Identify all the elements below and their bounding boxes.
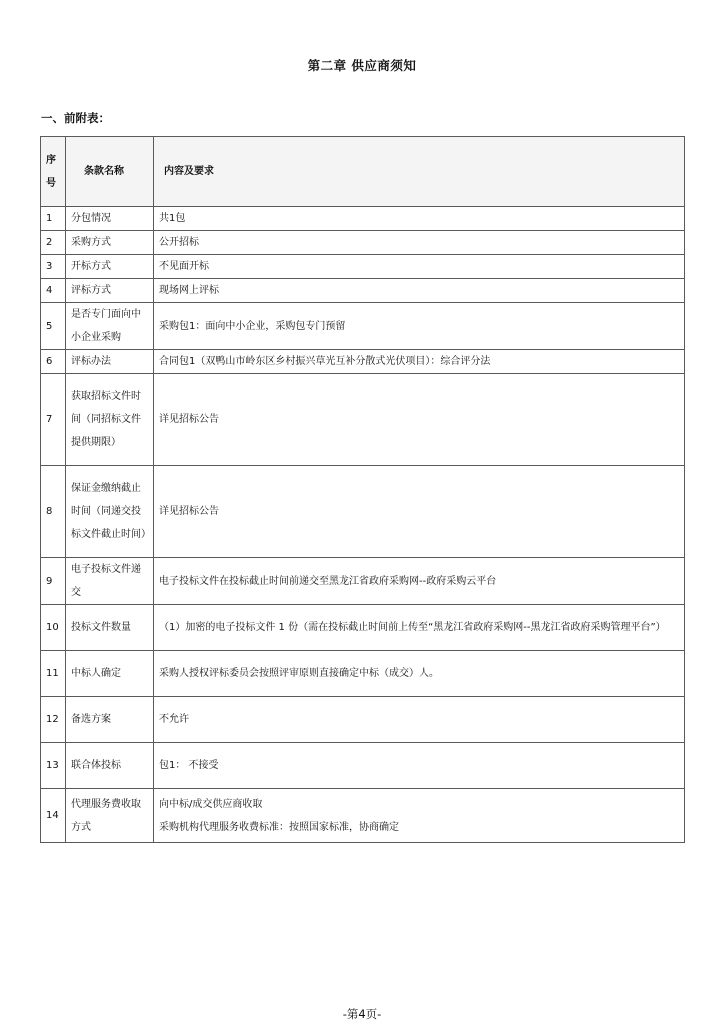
row-number: 2 (41, 231, 66, 255)
table-row (41, 374, 685, 466)
clause-name: 评标方式 (66, 279, 154, 303)
content-line: 公开招标 (159, 237, 199, 248)
header-name: 条款名称 (66, 137, 154, 207)
content-line: 现场网上评标 (159, 285, 219, 296)
table-row (41, 350, 685, 374)
table-row (41, 789, 685, 843)
clause-content (154, 558, 685, 605)
row-number: 9 (41, 558, 66, 605)
content-line: 电子投标文件在投标截止时间前递交至黑龙江省政府采购网--政府采购云平台 (159, 575, 497, 587)
row-number: 3 (41, 255, 66, 279)
row-number: 10 (41, 605, 66, 651)
clause-content (154, 697, 685, 743)
clause-table (40, 136, 685, 843)
clause-name: 开标方式 (66, 255, 154, 279)
clause-name: 中标人确定 (66, 651, 154, 697)
clause-content (154, 255, 685, 279)
row-number: 7 (41, 374, 66, 466)
table-row (41, 697, 685, 743)
content-line: 详见招标公告 (159, 506, 219, 517)
content-line: （1）加密的电子投标文件 1 份（需在投标截止时间前上传至“黑龙江省政府采购网--黑龙江省政府采购管理平台”） (159, 622, 666, 633)
table-row (41, 231, 685, 255)
clause-name: 投标文件数量 (66, 605, 154, 651)
clause-content (154, 231, 685, 255)
row-number: 12 (41, 697, 66, 743)
content-line: 不见面开标 (159, 261, 209, 272)
row-number: 5 (41, 303, 66, 350)
section-title: 一、前附表： (41, 111, 110, 125)
content-line: 采购机构代理服务收费标准：按照国家标准，协商确定 (159, 821, 399, 833)
clause-content (154, 743, 685, 789)
table-row (41, 255, 685, 279)
clause-content (154, 350, 685, 374)
row-number: 11 (41, 651, 66, 697)
clause-name: 分包情况 (66, 207, 154, 231)
clause-content (154, 303, 685, 350)
content-line: 共1包 (159, 213, 186, 224)
table-row (41, 466, 685, 558)
clause-content (154, 466, 685, 558)
table-row (41, 207, 685, 231)
row-number: 1 (41, 207, 66, 231)
clause-name: 联合体投标 (66, 743, 154, 789)
page-number: -第4页- (342, 1007, 382, 1021)
page-title: 第二章 供应商须知 (307, 58, 417, 73)
header-content: 内容及要求 (154, 137, 685, 207)
content-line: 采购人授权评标委员会按照评审原则直接确定中标（成交）人。 (159, 668, 439, 679)
table-row (41, 303, 685, 350)
clause-content (154, 374, 685, 466)
content-line: 详见招标公告 (159, 414, 219, 425)
clause-content (154, 651, 685, 697)
table-header-row (41, 137, 685, 207)
row-number: 8 (41, 466, 66, 558)
clause-name: 电子投标文件递交 (66, 558, 154, 605)
clause-content (154, 279, 685, 303)
content-line: 不允许 (159, 714, 189, 725)
clause-name: 备选方案 (66, 697, 154, 743)
row-number: 13 (41, 743, 66, 789)
content-line: 采购包1：面向中小企业，采购包专门预留 (159, 320, 346, 332)
clause-name: 代理服务费收取方式 (66, 789, 154, 843)
table-row (41, 279, 685, 303)
clause-name: 评标办法 (66, 350, 154, 374)
clause-name: 获取招标文件时间（同招标文件提供期限） (66, 374, 154, 466)
content-line: 合同包1（双鸭山市岭东区乡村振兴草光互补分散式光伏项目）：综合评分法 (159, 356, 491, 367)
row-number: 4 (41, 279, 66, 303)
row-number: 6 (41, 350, 66, 374)
clause-content (154, 605, 685, 651)
header-no: 序号 (41, 137, 66, 207)
clause-content (154, 207, 685, 231)
content-line: 包1： 不接受 (159, 760, 219, 771)
clause-name: 是否专门面向中小企业采购 (66, 303, 154, 350)
clause-content (154, 789, 685, 843)
table-row (41, 651, 685, 697)
table-row (41, 605, 685, 651)
clause-name: 保证金缴纳截止时间（同递交投标文件截止时间） (66, 466, 154, 558)
clause-name: 采购方式 (66, 231, 154, 255)
content-line: 向中标/成交供应商收取 (159, 798, 263, 810)
table-row (41, 558, 685, 605)
table-row (41, 743, 685, 789)
row-number: 14 (41, 789, 66, 843)
